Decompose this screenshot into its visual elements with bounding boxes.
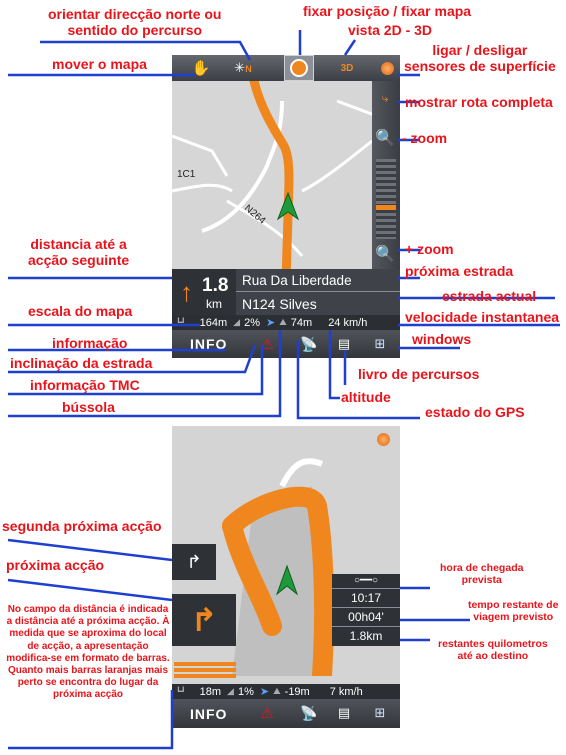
label-next-action-distance: distancia até a acção seguinte <box>28 236 130 268</box>
flag-icon: ○━━○ <box>353 575 379 586</box>
show-route-button[interactable] <box>372 85 398 111</box>
map-scale: 18m <box>199 685 222 698</box>
label-remaining-km: restantes quilometros até ao destino <box>438 638 548 662</box>
zoom-slider-thumb[interactable] <box>376 205 396 210</box>
view-2d-3d-button[interactable] <box>332 55 362 81</box>
route-icon: ⤷ <box>381 90 389 105</box>
hand-icon: ✋ <box>191 60 211 77</box>
navigation-icon <box>290 59 308 77</box>
view-3d-icon: 3D <box>340 62 354 74</box>
current-road: N124 Silves <box>242 296 317 312</box>
zoom-in-button[interactable] <box>372 241 398 267</box>
label-windows: windows <box>412 331 472 347</box>
scale-icon: ┗┛ <box>176 687 186 696</box>
label-next-road: próxima estrada <box>405 263 514 279</box>
windows-icon[interactable]: ⊞ <box>374 705 386 720</box>
tmc-warning-icon[interactable]: ⚠ <box>260 705 274 722</box>
fix-position-button[interactable] <box>284 55 314 81</box>
incline-icon: ◢ <box>233 317 241 327</box>
zoom-out-button[interactable] <box>372 125 398 151</box>
altitude-icon: ⛰ <box>273 686 281 696</box>
label-remaining-time: tempo restante de viagem previsto <box>468 599 559 623</box>
road-panel <box>236 269 400 315</box>
sensor-orb-icon <box>381 62 394 75</box>
altitude: 74m <box>290 316 313 329</box>
road-incline: 2% <box>244 316 260 329</box>
device-screen-top <box>172 55 400 358</box>
zoom-out-icon: 🔍 <box>375 130 395 147</box>
next-action-box <box>172 594 236 646</box>
label-current-road: estrada actual <box>442 288 537 304</box>
distance-bars <box>174 662 236 680</box>
compass-icon: ➤ <box>259 686 270 698</box>
gps-signal-icon[interactable]: 📡 <box>300 335 318 352</box>
next-action-box <box>172 269 236 315</box>
label-altitude: altitude <box>341 389 391 405</box>
label-zoom-in: + zoom <box>405 241 454 257</box>
label-arrival-time: hora de chegada prevista <box>440 562 524 586</box>
route-book-icon[interactable]: ▤ <box>337 336 351 351</box>
label-move-map: mover o mapa <box>52 56 147 72</box>
distance-note: No campo da distância é indicada a distância até a próxima acção. À medida que se aproxima do local de acção, a apresentação modifica-se em formato de barras. Quanto mais barras laranjas mais perto se encontra do lugar da próxima acção <box>6 604 170 701</box>
label-gps-state: estado do GPS <box>425 404 525 420</box>
label-orient-north: orientar direcção norte ou sentido do percurso <box>48 6 222 38</box>
remaining-km: 1.8km <box>332 626 400 645</box>
altitude-icon: ⛰ <box>279 317 287 327</box>
info-button[interactable]: INFO <box>190 706 228 722</box>
windows-icon[interactable]: ⊞ <box>374 336 386 351</box>
road-incline: 1% <box>237 685 254 698</box>
speed: 7 km/h <box>329 685 363 698</box>
compass-icon: ➤ <box>266 317 276 329</box>
zoom-slider[interactable] <box>376 159 396 239</box>
label-next-action: próxima acção <box>6 557 105 573</box>
label-fix-position: fixar posição / fixar mapa <box>303 3 472 19</box>
status-bar <box>172 684 400 699</box>
altitude: -19m <box>284 685 310 698</box>
move-map-button[interactable] <box>186 55 216 81</box>
compass-rose-icon: ✳N <box>234 60 252 75</box>
sensors-button[interactable] <box>372 55 400 81</box>
label-second-next-action: segunda próxima acção <box>2 518 162 534</box>
label-map-scale: escala do mapa <box>28 303 133 319</box>
label-tmc-info: informação TMC <box>30 377 140 393</box>
remaining-time: 00h04' <box>332 607 400 626</box>
zoom-in-icon: 🔍 <box>375 246 395 263</box>
next-road: Rua Da Liberdade <box>242 273 352 288</box>
map-road-label: 1C1 <box>177 169 196 180</box>
label-sensors: ligar / desligar sensores de superfície <box>404 42 556 74</box>
second-next-action-box <box>172 544 216 580</box>
map-scale: 164m <box>199 316 228 329</box>
tmc-warning-icon[interactable]: ⚠ <box>260 336 274 353</box>
status-bar <box>172 315 400 330</box>
label-zoom-out: - zoom <box>402 130 448 146</box>
label-compass: bússola <box>62 399 115 415</box>
bottom-bar <box>172 330 400 358</box>
turn-right-icon: ↱ <box>190 602 218 638</box>
info-button[interactable]: INFO <box>190 336 228 352</box>
straight-arrow-icon: ↑ <box>180 277 193 307</box>
label-road-incline: inclinação da estrada <box>10 355 153 371</box>
orient-north-button[interactable] <box>228 55 258 81</box>
label-view-2d-3d: vista 2D - 3D <box>348 22 433 38</box>
route-book-icon[interactable]: ▤ <box>337 705 351 720</box>
sensor-orb-icon <box>377 433 390 446</box>
label-information: informação <box>52 335 128 351</box>
speed: 24 km/h <box>328 316 368 329</box>
label-route-book: livro de percursos <box>358 366 480 382</box>
trip-info-box <box>332 574 400 646</box>
scale-icon: ┗┛ <box>176 318 186 327</box>
gps-signal-icon[interactable]: 📡 <box>300 704 318 721</box>
map-road-label: N264 <box>242 202 268 227</box>
turn-right-small-icon: ↱ <box>186 551 202 572</box>
right-sidebar <box>372 81 400 269</box>
distance-unit: km <box>206 297 222 311</box>
incline-icon: ◢ <box>227 686 234 696</box>
label-show-route: mostrar rota completa <box>405 94 553 110</box>
sensors-button[interactable] <box>376 432 390 446</box>
top-toolbar <box>172 55 400 81</box>
arrival-time: 10:17 <box>332 588 400 607</box>
device-screen-bottom <box>172 426 400 728</box>
label-instant-speed: velocidade instantanea <box>405 309 560 325</box>
bottom-bar <box>172 699 400 728</box>
distance-value: 1.8 <box>202 275 229 296</box>
